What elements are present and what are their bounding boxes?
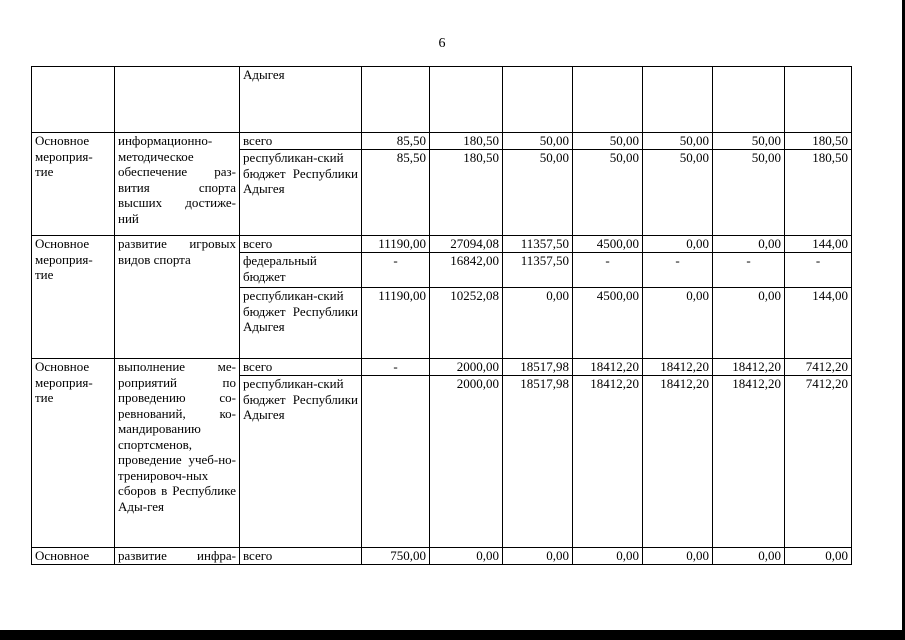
table-row [32, 236, 852, 253]
value-cell: 16842,00 [430, 253, 503, 288]
value-cell: 144,00 [785, 288, 852, 359]
event-type-cell: Основное мероприя-тие [32, 236, 115, 359]
value-cell: 0,00 [503, 548, 573, 565]
value-cell: 18412,20 [713, 359, 785, 376]
table-row [32, 67, 852, 133]
value-cell: 11190,00 [362, 288, 430, 359]
value-cell [362, 67, 430, 133]
value-cell: 2000,00 [430, 359, 503, 376]
value-cell: 18412,20 [643, 359, 713, 376]
source-cell: федеральный бюджет [240, 253, 362, 288]
value-cell: 50,00 [573, 150, 643, 236]
value-cell: 50,00 [643, 150, 713, 236]
value-cell: 0,00 [643, 288, 713, 359]
value-cell [713, 67, 785, 133]
table-row [32, 548, 852, 565]
value-cell: 11190,00 [362, 236, 430, 253]
value-cell: 85,50 [362, 133, 430, 150]
value-cell: 180,50 [785, 133, 852, 150]
event-name-cell: выполнение ме-роприятий по проведению со-ревнований, ко-мандированию спортсменов, проведение учеб-но-тренировоч-ных сборов в Республике Ады-гея [115, 359, 240, 548]
value-cell: 7412,20 [785, 376, 852, 548]
value-cell: 0,00 [573, 548, 643, 565]
value-cell: 50,00 [643, 133, 713, 150]
value-cell: - [713, 253, 785, 288]
table-row [32, 133, 852, 150]
value-cell: 50,00 [573, 133, 643, 150]
value-cell: 50,00 [713, 133, 785, 150]
value-cell: 50,00 [503, 133, 573, 150]
event-type-cell [32, 67, 115, 133]
value-cell: 7412,20 [785, 359, 852, 376]
value-cell: 0,00 [785, 548, 852, 565]
source-cell: всего [240, 359, 362, 376]
value-cell: 2000,00 [430, 376, 503, 548]
value-cell: 18412,20 [573, 376, 643, 548]
value-cell [785, 67, 852, 133]
value-cell: 0,00 [643, 548, 713, 565]
value-cell: 180,50 [785, 150, 852, 236]
source-cell: всего [240, 548, 362, 565]
value-cell: 85,50 [362, 150, 430, 236]
value-cell: 180,50 [430, 133, 503, 150]
value-cell: 18412,20 [643, 376, 713, 548]
value-cell: - [573, 253, 643, 288]
event-name-cell [115, 67, 240, 133]
value-cell: 50,00 [713, 150, 785, 236]
value-cell [573, 67, 643, 133]
value-cell: 0,00 [503, 288, 573, 359]
value-cell: 750,00 [362, 548, 430, 565]
value-cell: - [362, 359, 430, 376]
event-type-cell: Основное мероприя-тие [32, 133, 115, 236]
value-cell: 4500,00 [573, 288, 643, 359]
value-cell: 11357,50 [503, 236, 573, 253]
source-cell: Адыгея [240, 67, 362, 133]
source-cell: республикан-ский бюджет Республики Адыгея [240, 288, 362, 359]
page-number: 6 [438, 36, 446, 51]
value-cell: 11357,50 [503, 253, 573, 288]
value-cell: - [643, 253, 713, 288]
value-cell: 18517,98 [503, 359, 573, 376]
value-cell: 0,00 [713, 548, 785, 565]
value-cell: 27094,08 [430, 236, 503, 253]
value-cell [503, 67, 573, 133]
value-cell: 4500,00 [573, 236, 643, 253]
budget-table [31, 66, 852, 565]
value-cell: 180,50 [430, 150, 503, 236]
source-cell: всего [240, 236, 362, 253]
scan-bottom-edge [0, 630, 905, 640]
value-cell: 0,00 [643, 236, 713, 253]
source-cell: республикан-ский бюджет Республики Адыгея [240, 150, 362, 236]
source-cell: всего [240, 133, 362, 150]
value-cell: 18412,20 [573, 359, 643, 376]
event-name-cell: развитие игровых видов спорта [115, 236, 240, 359]
value-cell [430, 67, 503, 133]
value-cell: 18517,98 [503, 376, 573, 548]
value-cell: - [785, 253, 852, 288]
table-row [32, 359, 852, 376]
event-type-cell: Основное [32, 548, 115, 565]
value-cell: 0,00 [713, 236, 785, 253]
source-cell: республикан-ский бюджет Республики Адыгея [240, 376, 362, 548]
event-name-cell: информационно-методическое обеспечение раз-вития спорта высших достиже-ний [115, 133, 240, 236]
value-cell [643, 67, 713, 133]
value-cell: 144,00 [785, 236, 852, 253]
value-cell [362, 376, 430, 548]
value-cell: 10252,08 [430, 288, 503, 359]
value-cell: 18412,20 [713, 376, 785, 548]
value-cell: 0,00 [713, 288, 785, 359]
value-cell: - [362, 253, 430, 288]
value-cell: 50,00 [503, 150, 573, 236]
event-name-cell: развитие инфра- [115, 548, 240, 565]
value-cell: 0,00 [430, 548, 503, 565]
event-type-cell: Основное мероприя-тие [32, 359, 115, 548]
